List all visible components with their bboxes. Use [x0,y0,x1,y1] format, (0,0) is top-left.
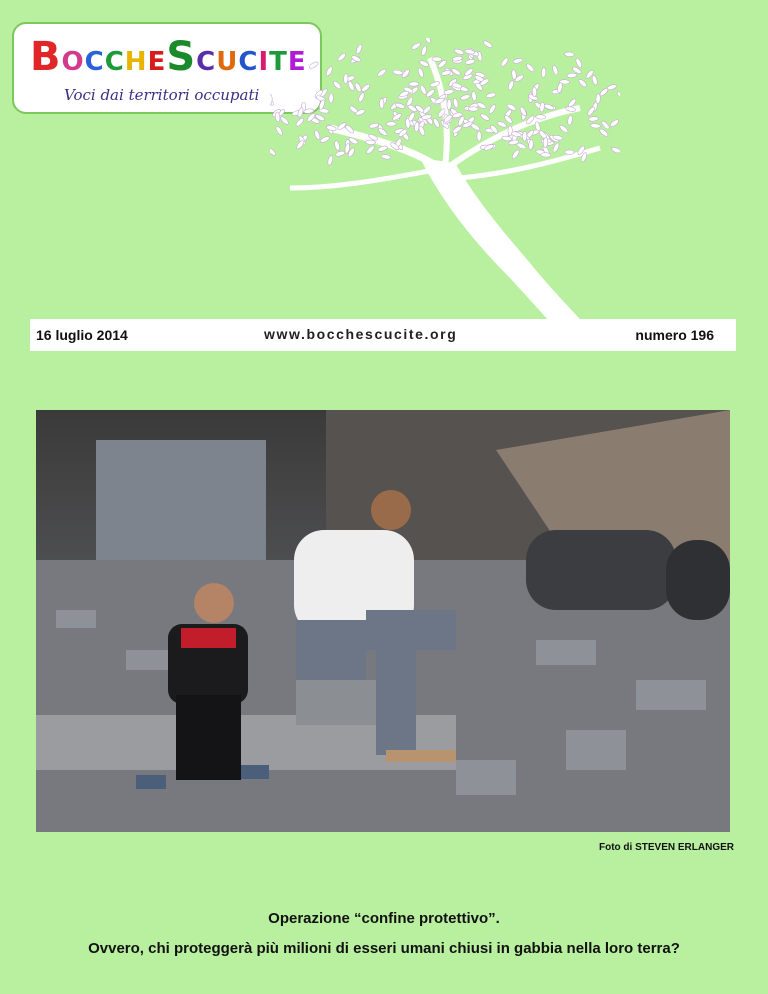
tree-leaf [591,75,598,86]
tree-leaf [552,65,559,76]
tree-leaf [482,40,493,49]
tree-leaf [325,66,334,77]
tree-leaf [365,145,375,155]
tree-leaf [313,129,321,140]
tree-leaf [599,87,609,97]
masthead-letter: T [269,47,288,77]
masthead-letter: C [196,47,217,77]
tree-leaf [360,83,370,93]
tree-leaf [421,45,428,56]
tree-leaf [496,120,507,128]
tree-illustration [270,38,620,328]
tree-leaf [275,125,284,136]
tree-leaf [513,57,524,64]
tree-leaf [417,67,425,78]
tree-leaf [522,131,527,141]
tree-leaf [425,88,435,98]
tree-leaf [369,122,380,129]
masthead-letter: I [258,47,270,77]
tree-leaf [337,52,347,62]
tree-leaf [616,91,620,101]
tree-leaf [377,145,388,152]
masthead-letter: C [104,47,125,77]
tree-leaf [423,38,431,44]
tree-leaf [609,118,620,127]
masthead-letter: O [61,47,85,77]
tree-leaf [409,82,419,87]
tree-leaf [308,61,319,70]
tree-leaf [525,63,535,73]
tree-leaf [541,67,546,77]
cover-photo [36,410,730,832]
masthead-letter: E [287,47,307,77]
tree-leaf [500,57,510,68]
tree-leaf [411,42,422,51]
website-url[interactable]: www.bocchescucite.org [264,326,458,342]
tree-leaf [532,87,537,97]
tree-leaf [297,107,304,118]
tree-leaf [379,99,384,109]
masthead-letter: S [166,34,197,80]
tree-leaf [386,122,396,126]
tree-leaf [355,44,363,55]
tree-leaf [567,115,573,126]
tree-leaf [468,107,478,112]
tree-leaf [564,52,574,57]
tree-leaf [559,124,569,134]
tree-leaf [295,117,305,127]
tree-leaf [334,140,341,151]
tree-leaf [460,94,471,101]
tree-leaf [343,74,348,84]
tree-leaf [319,135,330,143]
tree-leaf [365,140,375,145]
tree-leaf [358,92,366,103]
tree-leaf [454,48,465,56]
tree-leaf [419,84,427,95]
tree-leaf [432,57,442,62]
masthead-letter: C [84,47,105,77]
tree-leaf [347,81,355,92]
tree-leaf [392,69,403,75]
tree-leaf [418,125,426,136]
issue-date: 16 luglio 2014 [36,327,128,343]
tree-leaf [377,68,388,78]
tree-leaf [539,102,545,113]
tree-leaf [279,115,289,125]
tree-leaf [536,114,546,119]
tree-leaf [486,92,497,99]
tree-leaf [575,58,583,69]
tree-leaf [543,137,548,147]
masthead-title [30,34,307,80]
tree-leaf [567,73,577,78]
photo-credit: Foto di STEVEN ERLANGER [599,842,734,853]
tree-leaf [588,116,598,121]
tree-leaf [327,155,334,166]
tree-leaf [395,102,406,109]
tree-leaf [479,113,490,122]
tree-leaf [471,91,477,102]
masthead-letter: C [238,47,259,77]
masthead-letter: H [124,47,148,77]
tree-leaf [452,98,459,109]
tree-leaf [444,89,455,95]
tree-leaf [464,48,475,55]
tree-leaf [611,146,620,154]
tree-leaf [432,118,440,129]
masthead-letter: B [30,34,62,80]
issue-number: numero 196 [635,327,714,343]
tree-leaf [477,131,482,141]
tree-leaf [447,99,452,109]
tree-leaf [332,80,342,90]
tree-leaf [590,123,600,128]
tree-leaf [507,80,514,91]
tree-leaf [511,149,520,160]
masthead-letter: E [147,47,167,77]
tree-leaf [270,147,277,157]
tree-leaf [541,152,551,157]
tree-leaf [381,154,392,160]
tree-leaf [270,94,272,104]
tree-leaf [329,93,334,103]
tree-leaf [335,150,346,157]
tree-leaf [601,120,611,130]
tree-leaf [578,78,588,88]
tree-leaf [488,104,497,115]
tree-leaf [465,59,476,66]
masthead-subtitle: Voci dai territori occupati [64,86,260,104]
headline-subtitle: Ovvero, chi proteggerà più milioni di esseri umani chiusi in gabbia nella loro terra? [88,940,680,957]
masthead-letter: U [216,47,239,77]
info-bar [30,319,736,351]
tree-leaf [564,150,574,155]
headline-title: Operazione “confine protettivo”. [268,910,500,927]
tree-leaf [354,82,362,93]
